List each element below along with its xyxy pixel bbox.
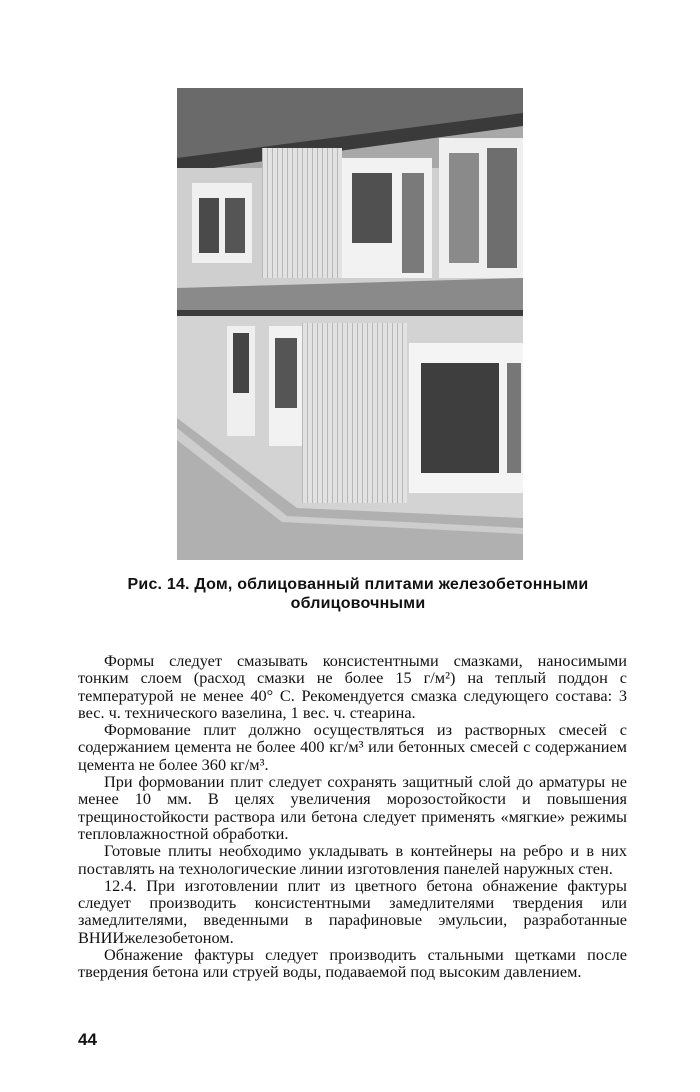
figure-caption: Рис. 14. Дом, облицованный плитами железобетонными облицовочными [127, 576, 589, 612]
paragraph: Формование плит должно осуществляться из растворных смесей с содержанием цемента не более 400 кг/м³ или бетонных смесей с содержанием цемента не более 360 кг/м³. [78, 720, 627, 774]
paragraph: Формы следует смазывать консистентными смазками, наносимыми тонким слоем (расход смазки не более 15 г/м²) на теплый поддон с температурой не менее 40° С. Рекомендуется смазка следующего состава: 3 вес. ч. технического вазелина, 1 вес. ч. стеарина. [78, 651, 627, 722]
paragraph: Обнажение фактуры следует производить стальными щетками после твердения бетона или струей воды, подаваемой под высоким давлением. [78, 945, 627, 982]
page-number: 44 [78, 1030, 97, 1049]
house-facade-image [177, 88, 523, 560]
paragraph: При формовании плит следует сохранять защитный слой до арматуры не менее 10 мм. В целях увеличения морозостойкости и повышения трещиностойкости раствора или бетона следует применять «мягкие» режимы тепловлажностной обработки. [78, 772, 627, 843]
building-photo [177, 88, 523, 560]
paragraph: Готовые плиты необходимо укладывать в контейнеры на ребро и в них поставлять на технологические линии изготовления панелей наружных стен. [78, 841, 627, 878]
paragraph: 12.4. При изготовлении плит из цветного бетона обнажение фактуры следует производить консистентными замедлителями твердения или замедлителями, введенными в парафиновые эмульсии, разработанные ВНИИжелезобетоном. [78, 875, 627, 947]
body-text [78, 652, 627, 981]
